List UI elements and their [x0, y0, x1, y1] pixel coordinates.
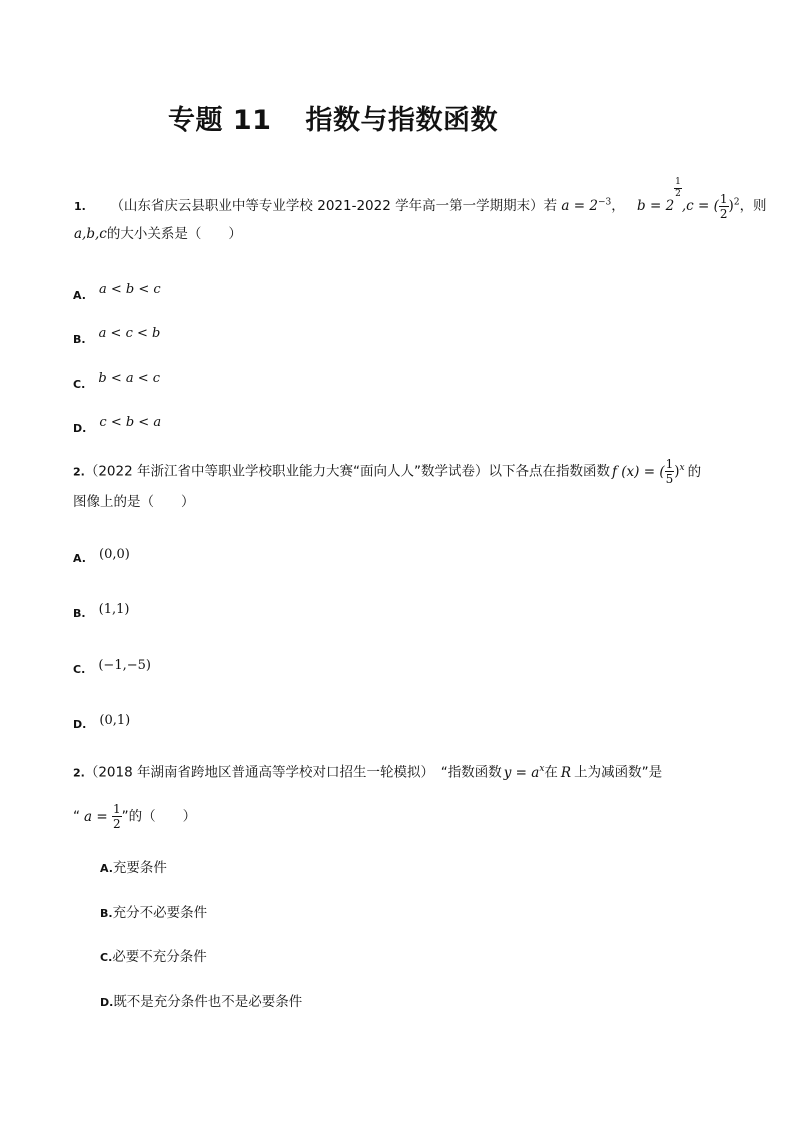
- q1-c-den: 2: [719, 206, 728, 221]
- q3-option-c[interactable]: [100, 945, 207, 965]
- option-label: D.: [100, 996, 114, 1009]
- q3-y-expr: y = a: [503, 764, 540, 781]
- title-topic-name: 指数与指数函数: [305, 105, 498, 136]
- question-1-stem-line-2: [74, 228, 242, 242]
- question-3-source: （2018 年湖南省跨地区普通高等学校对口招生一轮模拟） “指数函数: [84, 764, 502, 781]
- q2-option-b[interactable]: [73, 598, 130, 620]
- q3-y-exp: x: [539, 764, 545, 774]
- q1-line2-text: 的大小关系是（ ）: [106, 226, 242, 242]
- option-text: 既不是充分条件也不是必要条件: [113, 994, 303, 1010]
- option-expr: (0,1): [99, 713, 131, 728]
- question-2-source: （2022 年浙江省中等职业学校职业能力大赛“面向人人”数学试卷）以下各点在指数函数: [84, 463, 610, 480]
- question-3-number: 2.: [73, 766, 85, 780]
- q2-close: ): [674, 463, 680, 480]
- q1-c-expr: ,c = (: [681, 198, 719, 214]
- q1-tail: ，则: [739, 198, 767, 214]
- option-label: D.: [73, 718, 87, 731]
- option-label: A.: [100, 862, 113, 875]
- q1-c-frac: [719, 193, 729, 220]
- option-text: 充要条件: [112, 860, 167, 876]
- question-3-stem: [73, 765, 662, 780]
- option-expr: c < b < a: [99, 415, 162, 430]
- option-label: C.: [73, 378, 86, 391]
- option-label: B.: [73, 333, 86, 346]
- q3-frac-den: 2: [112, 817, 121, 831]
- q2-frac-den: 5: [665, 472, 674, 486]
- q1-c-close: ): [728, 198, 734, 214]
- q2-option-c[interactable]: [73, 654, 151, 676]
- q3-a-eq: a =: [84, 808, 108, 825]
- question-2-stem-line-2: [73, 496, 195, 510]
- q2-frac-num: 1: [665, 457, 674, 471]
- q3-frac-num: 1: [112, 802, 121, 816]
- option-expr: a < c < b: [98, 326, 161, 341]
- q1-a-expr: a = 2: [561, 198, 598, 214]
- question-2-number: 2.: [73, 465, 85, 479]
- option-label: B.: [73, 607, 86, 620]
- option-text: 充分不必要条件: [112, 905, 208, 921]
- q1-b-exp-num: 1: [675, 177, 681, 187]
- q3-tail: 上为减函数”是: [574, 764, 663, 781]
- option-expr: (0,0): [99, 547, 130, 562]
- option-expr: a < b < c: [99, 282, 161, 297]
- q3-R: R: [560, 764, 572, 781]
- q3-close-text: ”的（ ）: [121, 808, 197, 825]
- q3-frac: [112, 803, 122, 830]
- q1-b-exp-frac: [674, 178, 682, 199]
- option-label: A.: [73, 289, 86, 302]
- option-label: C.: [73, 663, 86, 676]
- q3-open-quote: “: [73, 808, 80, 825]
- page-title: [168, 98, 498, 137]
- q3-option-a[interactable]: [100, 856, 167, 876]
- option-expr: (1,1): [98, 602, 130, 617]
- q1-option-c[interactable]: [73, 367, 160, 391]
- q2-exp: x: [679, 463, 685, 473]
- q2-option-a[interactable]: [73, 543, 130, 565]
- q2-fx: f (x) = (: [611, 463, 665, 480]
- q1-b-exp-den: 2: [675, 189, 681, 199]
- option-text: 必要不充分条件: [112, 949, 207, 965]
- q2-tail: 的: [687, 463, 702, 480]
- q1-c-num: 1: [719, 191, 728, 206]
- q3-mid: 在: [544, 764, 558, 781]
- question-1-number: 1.: [74, 200, 86, 213]
- option-label: D.: [73, 422, 87, 435]
- q2-frac: [665, 458, 675, 485]
- q1-c-exp: 2: [733, 197, 740, 208]
- q1-b-expr: b = 2: [637, 198, 675, 214]
- option-expr: (−1,−5): [98, 658, 151, 673]
- option-label: A.: [73, 552, 86, 565]
- q3-option-d[interactable]: [100, 990, 302, 1010]
- q2-option-d[interactable]: [73, 709, 130, 731]
- q2-line2-text: 图像上的是（ ）: [73, 494, 195, 510]
- question-1-source: （山东省庆云县职业中等专业学校 2021-2022 学年高一第一学期期末）若: [110, 198, 558, 214]
- option-label: C.: [100, 951, 113, 964]
- question-3-stem-line-2: [73, 803, 196, 830]
- option-expr: b < a < c: [98, 371, 161, 386]
- q1-a-exp: −3: [597, 197, 612, 208]
- q1-option-b[interactable]: [73, 322, 160, 346]
- q1-vars: a,b,c: [74, 226, 107, 242]
- option-label: B.: [100, 907, 113, 920]
- q1-option-a[interactable]: [73, 278, 161, 302]
- question-2-stem: [73, 458, 701, 485]
- q3-option-b[interactable]: [100, 901, 207, 921]
- question-1-stem: 1. （山东省庆云县职业中等专业学校 2021-2022 学年高一第一学期期末）若 $a = 2^{-3}$， b = 2 $\frac{1}{2}$ ,c = ( $\frac{1}{2}$ )$^2$，则: [74, 177, 767, 221]
- q1-option-d[interactable]: [73, 411, 161, 435]
- title-topic-number: 专题 11: [168, 105, 272, 136]
